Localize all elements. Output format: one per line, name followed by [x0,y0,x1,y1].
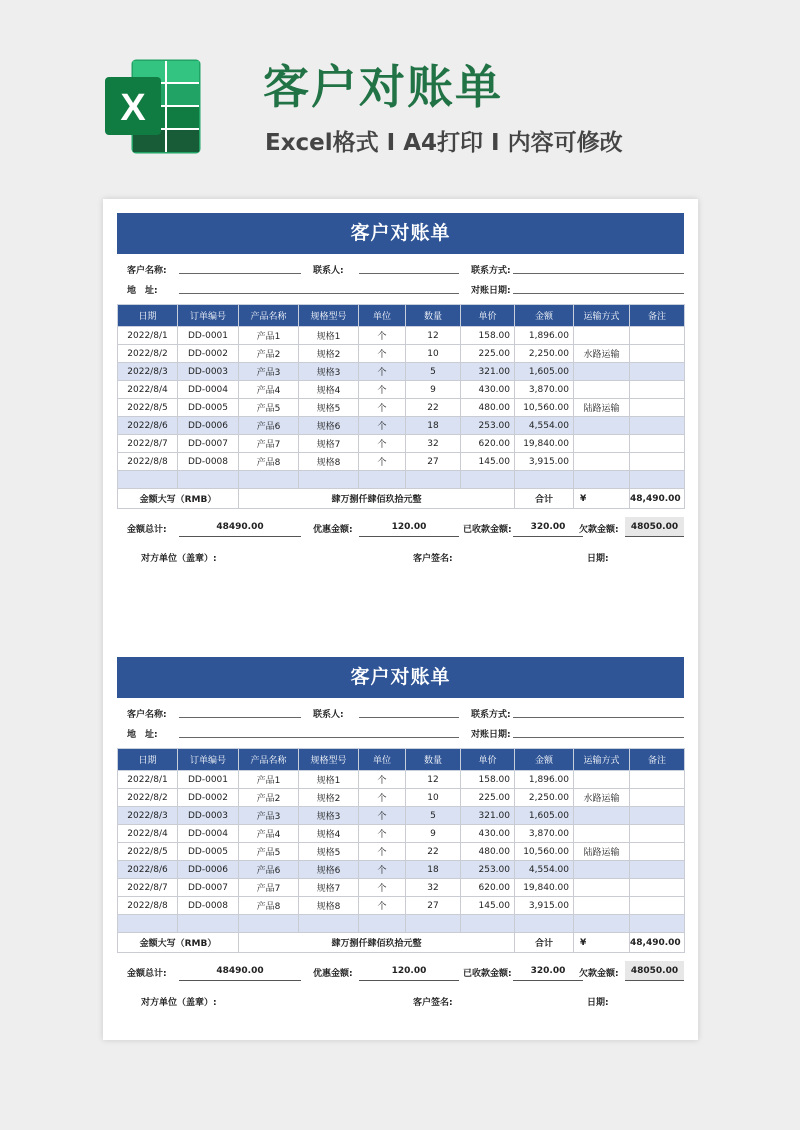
empty-cell[interactable] [299,915,359,933]
amount-words-value[interactable]: 肆万捌仟肆佰玖拾元整 [239,933,515,953]
cell-unit[interactable]: 个 [359,843,406,861]
info-row-address [117,277,684,297]
column-header-remark: 备注 [630,749,685,771]
cell-unit[interactable]: 个 [359,897,406,915]
cell-quantity[interactable]: 5 [406,363,461,381]
cell-unit-price[interactable]: 480.00 [461,399,515,417]
empty-cell[interactable] [118,915,178,933]
cell-remark[interactable] [630,807,685,825]
totals-row [117,517,684,539]
cell-amount[interactable]: 10,560.00 [515,399,574,417]
cell-remark[interactable] [630,897,685,915]
cell-amount[interactable]: 2,250.00 [515,789,574,807]
currency-symbol: ¥ [574,489,630,509]
cell-date[interactable]: 2022/8/2 [118,345,178,363]
cell-remark[interactable] [630,399,685,417]
cell-date[interactable]: 2022/8/4 [118,825,178,843]
order-table [117,748,685,953]
cell-shipping[interactable] [574,771,630,789]
cell-order-no[interactable]: DD-0004 [178,381,239,399]
cell-unit-price[interactable]: 620.00 [461,879,515,897]
hero-header [0,0,800,190]
info-row-customer [117,701,684,721]
cell-order-no[interactable]: DD-0005 [178,843,239,861]
table-row [118,807,685,825]
cell-unit-price[interactable]: 145.00 [461,897,515,915]
statement-date-field[interactable] [513,293,684,294]
cell-quantity[interactable]: 10 [406,789,461,807]
cell-product-name[interactable]: 产品7 [239,879,299,897]
signature-row [117,547,684,565]
empty-cell[interactable] [359,915,406,933]
cell-date[interactable]: 2022/8/3 [118,363,178,381]
statement-2 [117,657,684,1009]
column-header-order-no: 订单编号 [178,305,239,327]
total-label: 合计 [515,489,574,509]
cell-shipping[interactable]: 水路运输 [574,789,630,807]
customer-name-label: 客户名称: [127,710,167,720]
discount-value[interactable]: 120.00 [359,961,459,981]
empty-cell[interactable] [239,471,299,489]
cell-remark[interactable] [630,417,685,435]
cell-spec[interactable]: 规格4 [299,381,359,399]
totals-row [117,961,684,983]
cell-unit[interactable]: 个 [359,453,406,471]
cell-quantity[interactable]: 27 [406,453,461,471]
contact-method-field[interactable] [513,717,684,718]
cell-amount[interactable]: 4,554.00 [515,417,574,435]
cell-product-name[interactable]: 产品8 [239,897,299,915]
cell-spec[interactable]: 规格2 [299,789,359,807]
cell-unit[interactable]: 个 [359,807,406,825]
column-header-unit-price: 单价 [461,305,515,327]
cell-unit-price[interactable]: 321.00 [461,807,515,825]
contact-method-label: 联系方式: [471,266,511,276]
contact-field[interactable] [359,273,459,274]
cell-remark[interactable] [630,381,685,399]
cell-quantity[interactable]: 18 [406,417,461,435]
received-value[interactable]: 320.00 [513,961,583,981]
empty-cell[interactable] [461,915,515,933]
column-header-remark: 备注 [630,305,685,327]
cell-remark[interactable] [630,825,685,843]
table-row [118,345,685,363]
column-header-order-no: 订单编号 [178,749,239,771]
cell-unit[interactable]: 个 [359,417,406,435]
discount-label: 优惠金额: [313,969,353,979]
table-row [118,417,685,435]
cell-quantity[interactable]: 9 [406,381,461,399]
statement-date-field[interactable] [513,737,684,738]
cell-quantity[interactable]: 32 [406,879,461,897]
column-header-unit-price: 单价 [461,749,515,771]
column-header-amount: 金额 [515,305,574,327]
cell-unit-price[interactable]: 480.00 [461,843,515,861]
cell-unit[interactable]: 个 [359,879,406,897]
address-label: 地 址: [127,730,158,740]
cell-product-name[interactable]: 产品8 [239,453,299,471]
cell-spec[interactable]: 规格8 [299,897,359,915]
cell-unit[interactable]: 个 [359,771,406,789]
cell-spec[interactable]: 规格8 [299,453,359,471]
empty-row [118,915,685,933]
cell-quantity[interactable]: 5 [406,807,461,825]
cell-amount[interactable]: 3,870.00 [515,825,574,843]
column-header-unit: 单位 [359,749,406,771]
cell-unit-price[interactable]: 620.00 [461,435,515,453]
contact-method-label: 联系方式: [471,710,511,720]
cell-date[interactable]: 2022/8/8 [118,453,178,471]
cell-spec[interactable]: 规格1 [299,771,359,789]
empty-cell[interactable] [406,915,461,933]
cell-quantity[interactable]: 22 [406,399,461,417]
excel-icon [103,55,203,158]
total-amount-label: 金额总计: [127,969,167,979]
cell-spec[interactable]: 规格6 [299,417,359,435]
cell-quantity[interactable]: 9 [406,825,461,843]
cell-shipping[interactable] [574,861,630,879]
column-header-quantity: 数量 [406,749,461,771]
cell-product-name[interactable]: 产品5 [239,843,299,861]
party-sign-label: 对方单位（盖章）: [141,998,217,1008]
cell-shipping[interactable] [574,897,630,915]
cell-remark[interactable] [630,345,685,363]
cell-amount[interactable]: 1,605.00 [515,363,574,381]
empty-cell[interactable] [239,915,299,933]
cell-unit[interactable]: 个 [359,327,406,345]
cell-spec[interactable]: 规格5 [299,843,359,861]
total-value[interactable]: 48,490.00 [630,489,685,509]
received-value[interactable]: 320.00 [513,517,583,537]
empty-cell[interactable] [630,471,685,489]
cell-quantity[interactable]: 10 [406,345,461,363]
table-header-row [118,305,685,327]
column-header-shipping: 运输方式 [574,749,630,771]
empty-cell[interactable] [359,471,406,489]
cell-date[interactable]: 2022/8/7 [118,435,178,453]
address-label: 地 址: [127,286,158,296]
cell-spec[interactable]: 规格3 [299,807,359,825]
cell-unit-price[interactable]: 158.00 [461,327,515,345]
cell-product-name[interactable]: 产品7 [239,435,299,453]
cell-unit-price[interactable]: 253.00 [461,861,515,879]
cell-quantity[interactable]: 12 [406,771,461,789]
cell-order-no[interactable]: DD-0001 [178,327,239,345]
cell-date[interactable]: 2022/8/3 [118,807,178,825]
contact-label: 联系人: [313,266,344,276]
cell-quantity[interactable]: 18 [406,861,461,879]
cell-order-no[interactable]: DD-0004 [178,825,239,843]
cell-amount[interactable]: 10,560.00 [515,843,574,861]
table-row [118,327,685,345]
cell-order-no[interactable]: DD-0007 [178,879,239,897]
cell-unit[interactable]: 个 [359,363,406,381]
cell-order-no[interactable]: DD-0006 [178,417,239,435]
cell-product-name[interactable]: 产品1 [239,327,299,345]
discount-value[interactable]: 120.00 [359,517,459,537]
cell-unit-price[interactable]: 145.00 [461,453,515,471]
table-row [118,453,685,471]
cell-unit[interactable]: 个 [359,381,406,399]
cell-product-name[interactable]: 产品2 [239,345,299,363]
empty-cell[interactable] [299,471,359,489]
amount-words-value[interactable]: 肆万捌仟肆佰玖拾元整 [239,489,515,509]
info-row-customer [117,257,684,277]
cell-order-no[interactable]: DD-0005 [178,399,239,417]
cell-shipping[interactable] [574,327,630,345]
column-header-product-name: 产品名称 [239,749,299,771]
total-amount-value[interactable]: 48490.00 [179,517,301,537]
empty-row [118,471,685,489]
empty-cell[interactable] [178,915,239,933]
cell-date[interactable]: 2022/8/8 [118,897,178,915]
empty-cell[interactable] [630,915,685,933]
cell-remark[interactable] [630,363,685,381]
column-header-amount: 金额 [515,749,574,771]
owed-value[interactable]: 48050.00 [625,517,684,537]
empty-cell[interactable] [515,915,574,933]
cell-amount[interactable]: 19,840.00 [515,879,574,897]
table-row [118,825,685,843]
cell-date[interactable]: 2022/8/1 [118,327,178,345]
order-table [117,304,685,509]
table-row [118,789,685,807]
cell-product-name[interactable]: 产品1 [239,771,299,789]
cell-spec[interactable]: 规格7 [299,435,359,453]
table-row [118,363,685,381]
received-label: 已收款金额: [463,969,512,979]
customer-sign-label: 客户签名: [413,554,453,564]
cell-order-no[interactable]: DD-0003 [178,807,239,825]
cell-amount[interactable]: 19,840.00 [515,435,574,453]
received-label: 已收款金额: [463,525,512,535]
cell-date[interactable]: 2022/8/2 [118,789,178,807]
statement-date-label: 对账日期: [471,286,511,296]
owed-label: 欠款金额: [579,969,619,979]
customer-name-label: 客户名称: [127,266,167,276]
cell-date[interactable]: 2022/8/7 [118,879,178,897]
contact-label: 联系人: [313,710,344,720]
empty-cell[interactable] [515,471,574,489]
cell-shipping[interactable] [574,435,630,453]
amount-words-label: 金额大写（RMB） [118,489,239,509]
cell-unit[interactable]: 个 [359,435,406,453]
cell-order-no[interactable]: DD-0001 [178,771,239,789]
table-row [118,435,685,453]
cell-remark[interactable] [630,843,685,861]
cell-spec[interactable]: 规格4 [299,825,359,843]
table-row [118,879,685,897]
empty-cell[interactable] [406,471,461,489]
customer-name-field[interactable] [179,717,301,718]
owed-value[interactable]: 48050.00 [625,961,684,981]
cell-spec[interactable]: 规格1 [299,327,359,345]
empty-cell[interactable] [574,471,630,489]
cell-date[interactable]: 2022/8/1 [118,771,178,789]
cell-remark[interactable] [630,861,685,879]
table-header-row [118,749,685,771]
column-header-product-name: 产品名称 [239,305,299,327]
cell-unit[interactable]: 个 [359,399,406,417]
cell-quantity[interactable]: 12 [406,327,461,345]
statement-1 [117,213,684,565]
cell-remark[interactable] [630,327,685,345]
table-row [118,399,685,417]
address-field[interactable] [179,737,459,738]
column-header-date: 日期 [118,749,178,771]
sign-date-label: 日期: [587,998,609,1008]
cell-quantity[interactable]: 27 [406,897,461,915]
table-row [118,771,685,789]
empty-cell[interactable] [178,471,239,489]
cell-order-no[interactable]: DD-0007 [178,435,239,453]
amount-words-label: 金额大写（RMB） [118,933,239,953]
cell-spec[interactable]: 规格5 [299,399,359,417]
cell-product-name[interactable]: 产品6 [239,861,299,879]
table-row [118,843,685,861]
table-row [118,381,685,399]
table-row [118,897,685,915]
currency-symbol: ¥ [574,933,630,953]
svg-text:X: X [120,87,146,129]
cell-remark[interactable] [630,435,685,453]
hero-subtitle: Excel格式 I A4打印 I 内容可修改 [265,130,623,156]
cell-product-name[interactable]: 产品4 [239,381,299,399]
info-row-address [117,721,684,741]
cell-unit-price[interactable]: 430.00 [461,825,515,843]
cell-shipping[interactable]: 陆路运输 [574,843,630,861]
document-page [103,199,698,1040]
cell-product-name[interactable]: 产品4 [239,825,299,843]
cell-remark[interactable] [630,771,685,789]
cell-product-name[interactable]: 产品3 [239,807,299,825]
cell-date[interactable]: 2022/8/5 [118,843,178,861]
cell-quantity[interactable]: 22 [406,843,461,861]
cell-shipping[interactable] [574,807,630,825]
statement-date-label: 对账日期: [471,730,511,740]
cell-order-no[interactable]: DD-0002 [178,789,239,807]
cell-shipping[interactable] [574,825,630,843]
cell-spec[interactable]: 规格2 [299,345,359,363]
customer-name-field[interactable] [179,273,301,274]
cell-unit-price[interactable]: 430.00 [461,381,515,399]
cell-unit[interactable]: 个 [359,789,406,807]
cell-amount[interactable]: 1,896.00 [515,327,574,345]
column-header-date: 日期 [118,305,178,327]
cell-unit-price[interactable]: 321.00 [461,363,515,381]
contact-method-field[interactable] [513,273,684,274]
cell-product-name[interactable]: 产品5 [239,399,299,417]
summary-row [118,489,685,509]
cell-spec[interactable]: 规格6 [299,861,359,879]
cell-date[interactable]: 2022/8/6 [118,417,178,435]
cell-unit-price[interactable]: 253.00 [461,417,515,435]
cell-order-no[interactable]: DD-0008 [178,453,239,471]
cell-date[interactable]: 2022/8/6 [118,861,178,879]
cell-unit[interactable]: 个 [359,861,406,879]
cell-amount[interactable]: 3,915.00 [515,453,574,471]
empty-cell[interactable] [461,471,515,489]
cell-shipping[interactable]: 水路运输 [574,345,630,363]
cell-shipping[interactable] [574,363,630,381]
customer-sign-label: 客户签名: [413,998,453,1008]
owed-label: 欠款金额: [579,525,619,535]
signature-row [117,991,684,1009]
statement-title: 客户对账单 [117,657,684,698]
cell-shipping[interactable] [574,453,630,471]
cell-order-no[interactable]: DD-0008 [178,897,239,915]
cell-amount[interactable]: 1,896.00 [515,771,574,789]
cell-remark[interactable] [630,789,685,807]
hero-title: 客户对账单 [263,60,503,114]
empty-cell[interactable] [574,915,630,933]
column-header-shipping: 运输方式 [574,305,630,327]
statement-title: 客户对账单 [117,213,684,254]
cell-remark[interactable] [630,453,685,471]
cell-shipping[interactable] [574,381,630,399]
table-row [118,861,685,879]
cell-unit-price[interactable]: 158.00 [461,771,515,789]
cell-order-no[interactable]: DD-0003 [178,363,239,381]
cell-shipping[interactable] [574,417,630,435]
cell-spec[interactable]: 规格7 [299,879,359,897]
summary-row [118,933,685,953]
cell-product-name[interactable]: 产品3 [239,363,299,381]
empty-cell[interactable] [118,471,178,489]
total-amount-label: 金额总计: [127,525,167,535]
cell-shipping[interactable] [574,879,630,897]
cell-remark[interactable] [630,879,685,897]
cell-amount[interactable]: 4,554.00 [515,861,574,879]
column-header-spec: 规格型号 [299,749,359,771]
contact-field[interactable] [359,717,459,718]
sign-date-label: 日期: [587,554,609,564]
cell-quantity[interactable]: 32 [406,435,461,453]
cell-product-name[interactable]: 产品2 [239,789,299,807]
cell-amount[interactable]: 3,870.00 [515,381,574,399]
cell-unit-price[interactable]: 225.00 [461,345,515,363]
column-header-quantity: 数量 [406,305,461,327]
cell-product-name[interactable]: 产品6 [239,417,299,435]
cell-shipping[interactable]: 陆路运输 [574,399,630,417]
cell-amount[interactable]: 2,250.00 [515,345,574,363]
cell-order-no[interactable]: DD-0002 [178,345,239,363]
cell-date[interactable]: 2022/8/4 [118,381,178,399]
total-value[interactable]: 48,490.00 [630,933,685,953]
column-header-unit: 单位 [359,305,406,327]
party-sign-label: 对方单位（盖章）: [141,554,217,564]
cell-order-no[interactable]: DD-0006 [178,861,239,879]
cell-amount[interactable]: 1,605.00 [515,807,574,825]
discount-label: 优惠金额: [313,525,353,535]
cell-spec[interactable]: 规格3 [299,363,359,381]
address-field[interactable] [179,293,459,294]
column-header-spec: 规格型号 [299,305,359,327]
cell-unit[interactable]: 个 [359,345,406,363]
cell-unit[interactable]: 个 [359,825,406,843]
cell-amount[interactable]: 3,915.00 [515,897,574,915]
cell-unit-price[interactable]: 225.00 [461,789,515,807]
total-amount-value[interactable]: 48490.00 [179,961,301,981]
cell-date[interactable]: 2022/8/5 [118,399,178,417]
total-label: 合计 [515,933,574,953]
